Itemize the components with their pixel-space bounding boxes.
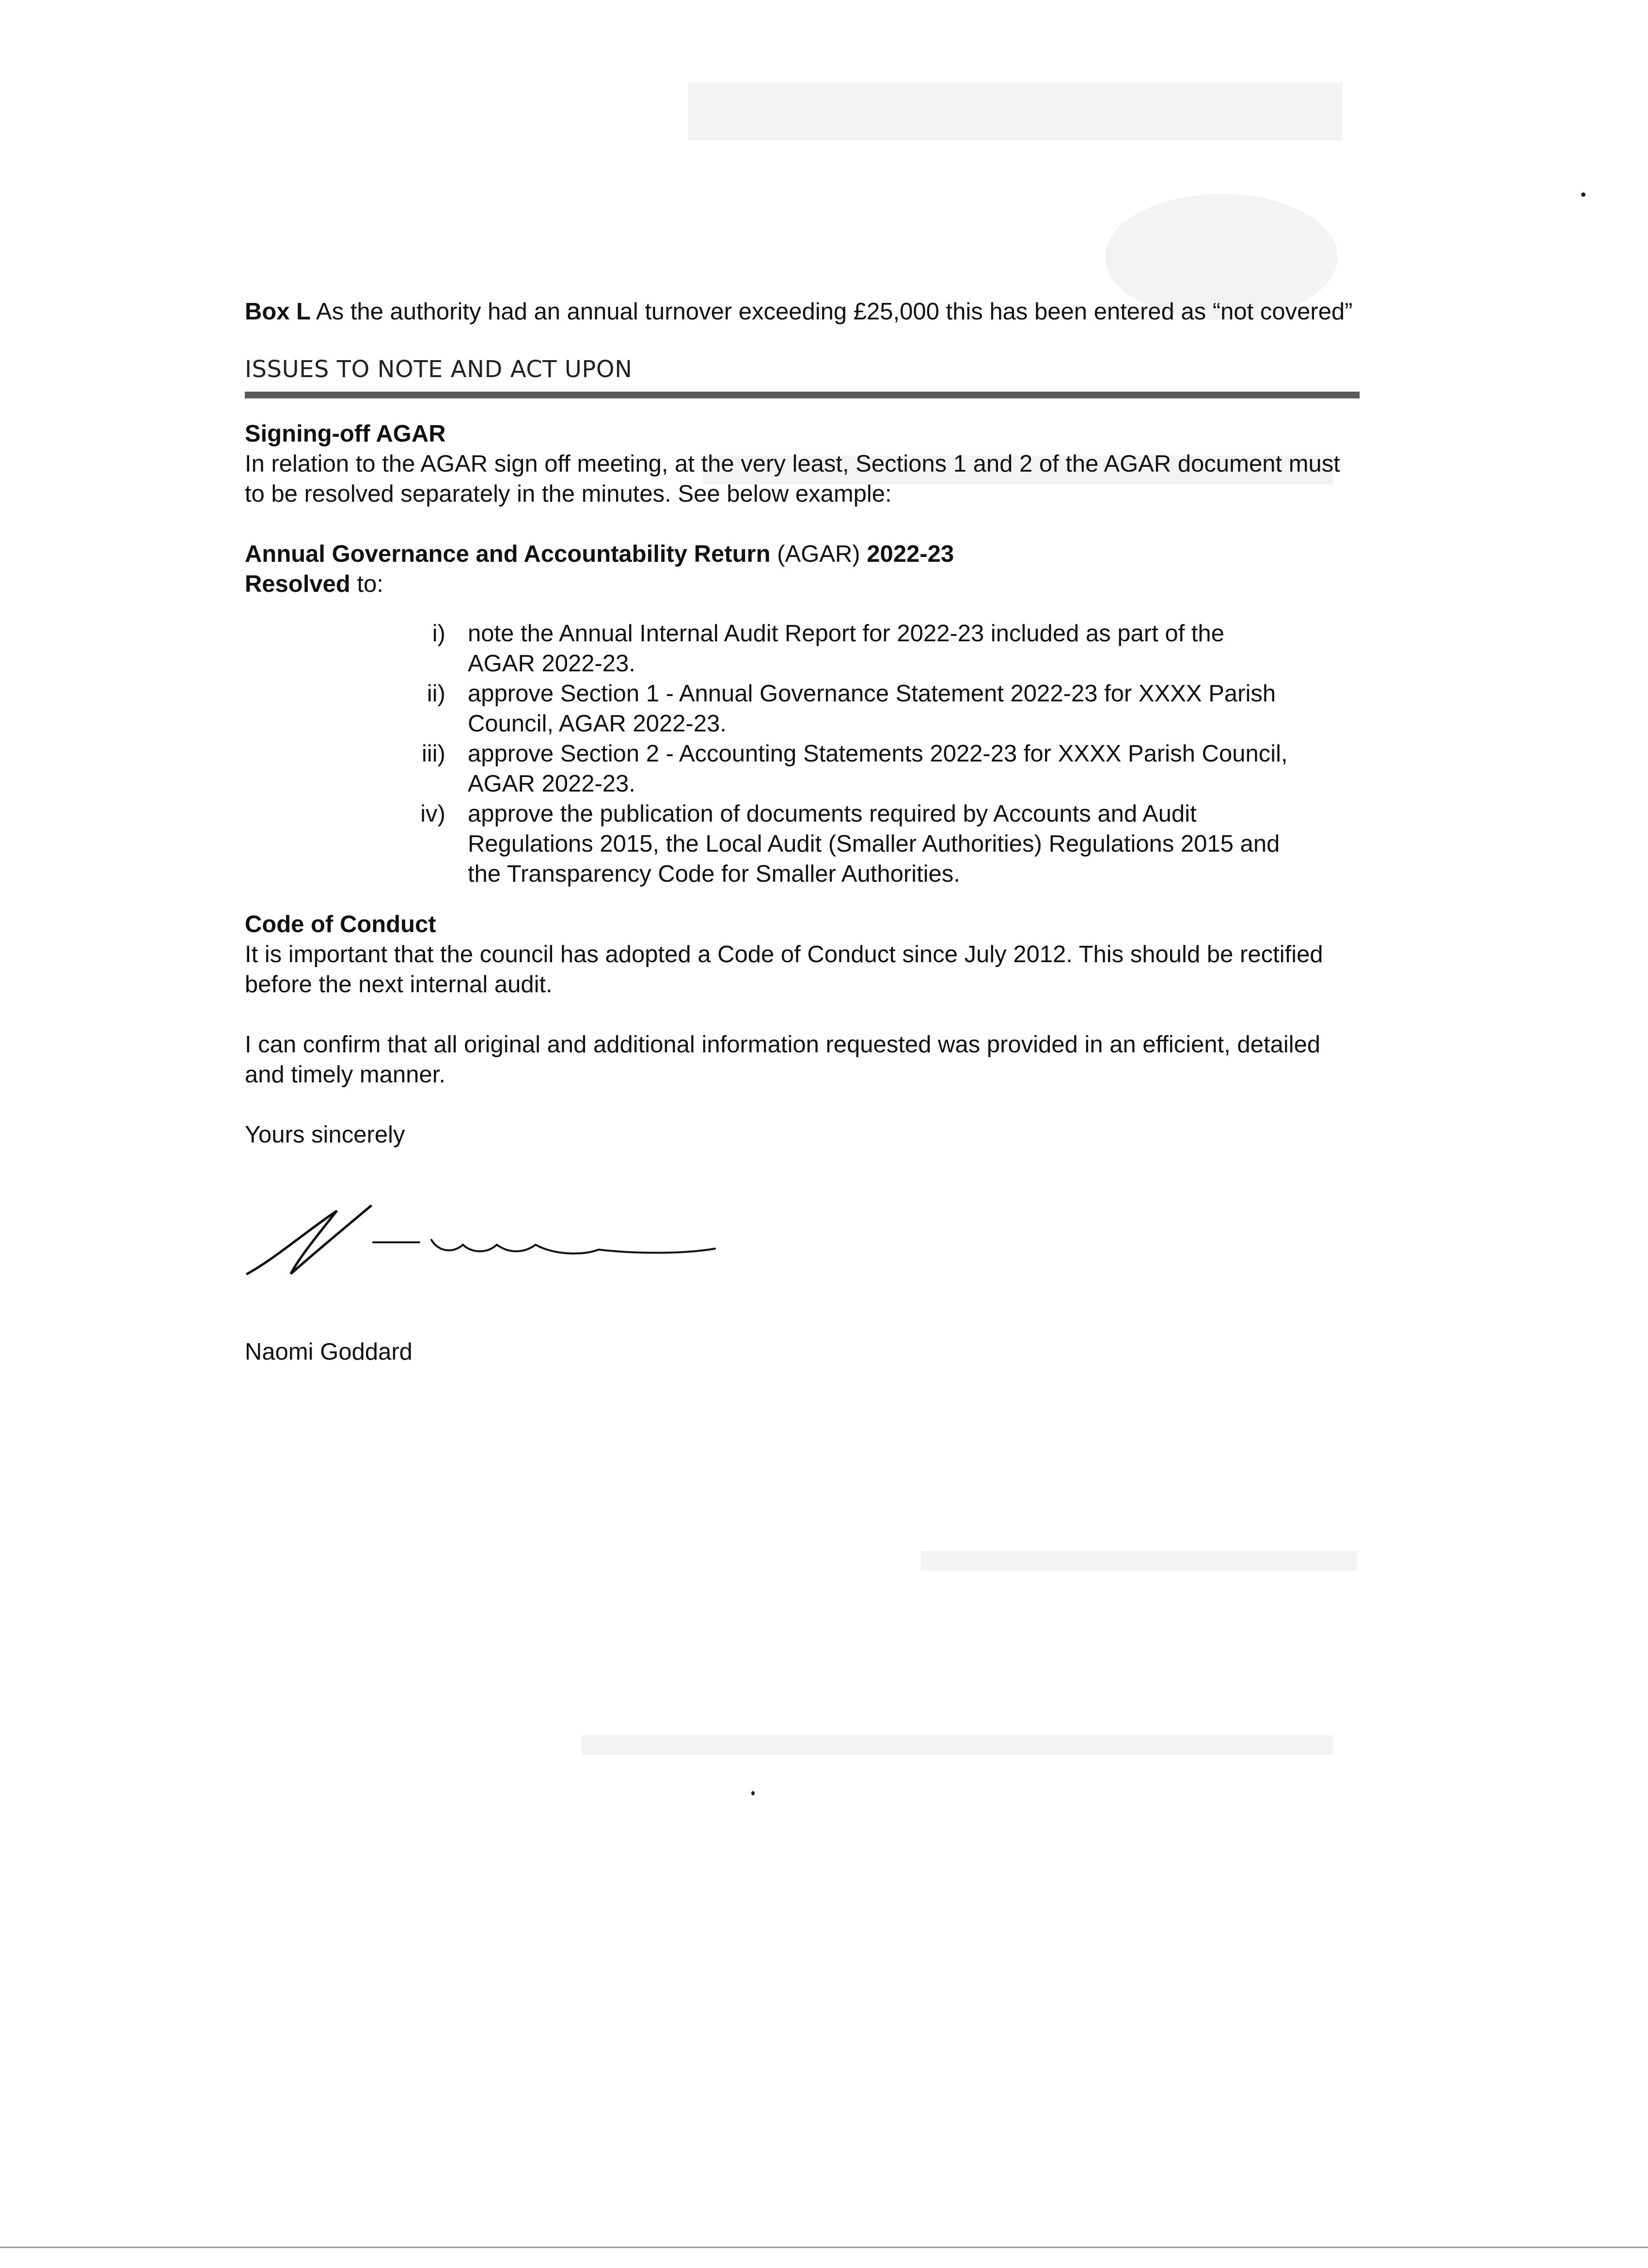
signing-off-body: In relation to the AGAR sign off meeting, at the very least, Sections 1 and 2 of the AGAR document must to be resolved separately in the minutes. See below example: bbox=[245, 451, 1340, 507]
confirmation-paragraph: I can confirm that all original and additional information requested was provided in an efficient, detailed and timely manner. bbox=[245, 1031, 1321, 1088]
signer-name: Naomi Goddard bbox=[245, 1339, 412, 1365]
agar-title-plain: (AGAR) bbox=[770, 541, 867, 567]
agar-title bbox=[245, 539, 1360, 569]
agar-title-bold: Annual Governance and Accountability Return bbox=[245, 541, 771, 567]
bleed-through-mark bbox=[688, 82, 1343, 141]
handwritten-signature bbox=[245, 1196, 729, 1279]
list-item-text: approve the publication of documents required by Accounts and Audit Regulations 2015, the Local Audit (Smaller Authorities) Regulations 2015 and the Transparency Code for Smaller Authorities. bbox=[468, 801, 1280, 887]
resolved-plain: to: bbox=[350, 571, 383, 597]
bleed-through-mark bbox=[582, 1735, 1333, 1755]
resolutions-list bbox=[245, 619, 1360, 889]
list-item bbox=[245, 799, 1360, 889]
box-l-label: Box L bbox=[245, 299, 311, 325]
list-item-text: approve Section 2 - Accounting Statements 2022-23 for XXXX Parish Council, AGAR 2022-23. bbox=[468, 741, 1288, 797]
box-l-text: As the authority had an annual turnover exceeding £25,000 this has been entered as “not covered” bbox=[311, 299, 1353, 325]
scan-speck bbox=[751, 1791, 755, 1795]
page-bottom-edge bbox=[0, 2247, 1648, 2248]
box-l-paragraph bbox=[245, 297, 1360, 327]
list-item-text: approve Section 1 - Annual Governance Statement 2022-23 for XXXX Parish Council, AGAR 2022-23. bbox=[468, 681, 1276, 737]
list-item-number: iii) bbox=[422, 741, 445, 767]
signing-off-title: Signing-off AGAR bbox=[245, 421, 446, 447]
code-of-conduct-body: It is important that the council has adopted a Code of Conduct since July 2012. This should be rectified before the next internal audit. bbox=[245, 941, 1323, 998]
issues-heading: ISSUES TO NOTE AND ACT UPON bbox=[245, 356, 633, 383]
section-divider bbox=[245, 392, 1360, 398]
code-of-conduct-title: Code of Conduct bbox=[245, 911, 436, 937]
agar-title-year: 2022-23 bbox=[867, 541, 954, 567]
list-item-number: iv) bbox=[420, 801, 445, 827]
list-item bbox=[245, 679, 1360, 739]
list-item-number: i) bbox=[432, 620, 445, 647]
scan-speck bbox=[1581, 192, 1585, 197]
list-item-number: ii) bbox=[427, 681, 445, 707]
list-item-text: note the Annual Internal Audit Report for 2022-23 included as part of the AGAR 2022-23. bbox=[468, 620, 1224, 677]
letter-body bbox=[245, 297, 1360, 1367]
list-item bbox=[245, 739, 1360, 799]
bleed-through-mark bbox=[921, 1551, 1357, 1570]
list-item bbox=[245, 619, 1360, 679]
closing-line: Yours sincerely bbox=[245, 1122, 405, 1148]
resolved-bold: Resolved bbox=[245, 571, 350, 597]
resolved-line bbox=[245, 569, 1360, 599]
